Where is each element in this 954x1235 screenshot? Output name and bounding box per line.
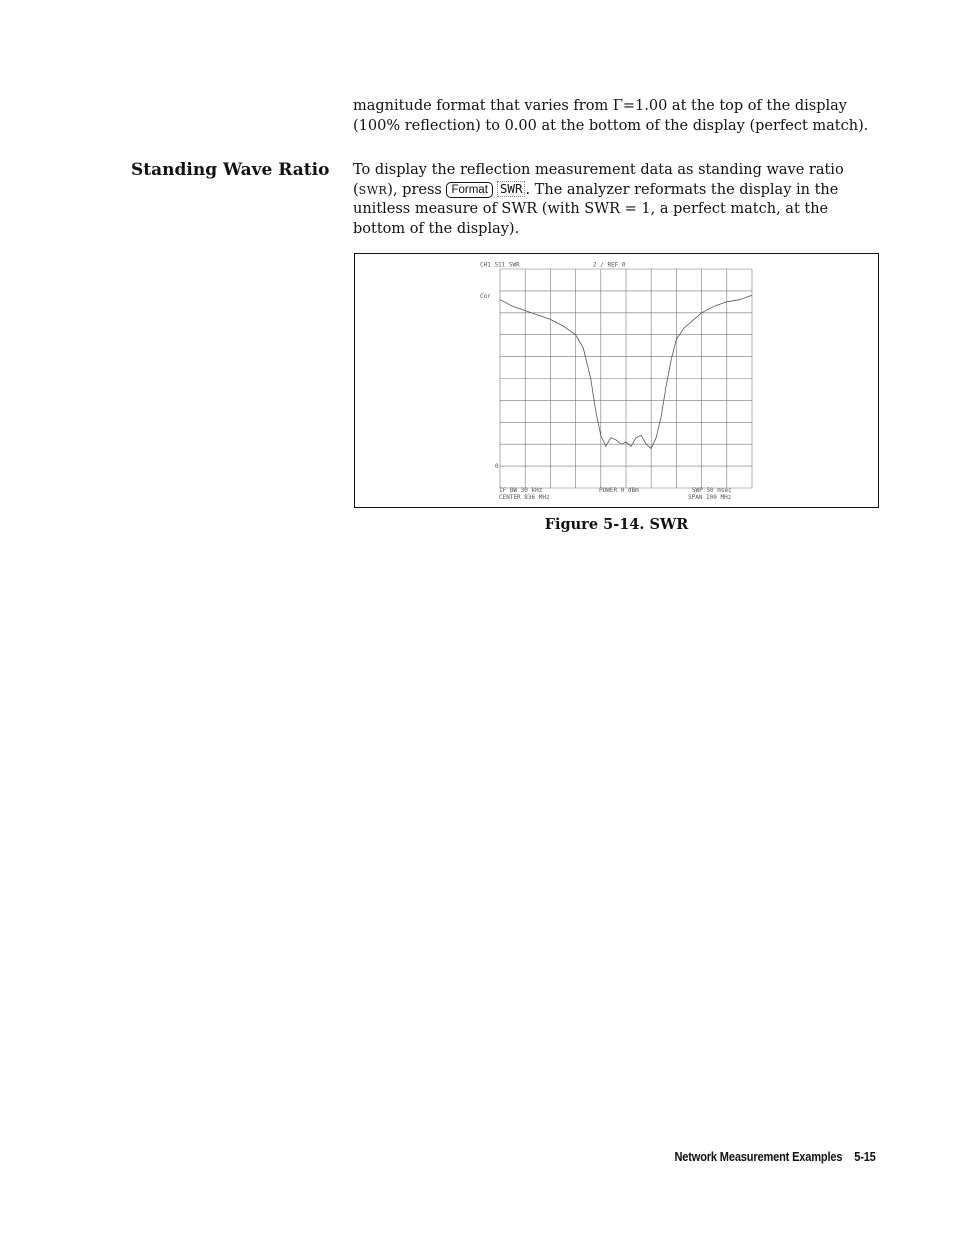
swr-text-after: . The analyzer reformats the display in the unitless measure of SWR (with SWR = 1, a perfect match, at the bottom of the display).: [353, 181, 839, 237]
figure-frame: [354, 253, 879, 508]
measurement-grid: [500, 269, 752, 488]
screen-footer-sweep: SWP 50 msec: [692, 487, 732, 494]
figure-caption: Figure 5-14. SWR: [544, 516, 689, 533]
screen-ref-marker: 0: [495, 463, 499, 470]
swr-text-before: To display the reflection measurement data as standing wave ratio (: [353, 162, 844, 198]
screen-header-right: 2 / REF 0: [593, 261, 626, 269]
swr-abbrev: SWR: [358, 183, 388, 197]
format-hardkey: Format: [446, 182, 492, 198]
screen-cor-label: Cor: [480, 293, 491, 300]
screen-footer-span: SPAN 100 MHz: [688, 494, 732, 501]
swr-softkey: SWR: [497, 181, 526, 197]
screen-footer-power: POWER 0 dBm: [599, 487, 639, 494]
intro-paragraph: magnitude format that varies from Γ=1.00 at the top of the display (100% reflection) to 0.00 at the bottom of the display (perfect match).: [353, 98, 869, 134]
section-heading: Standing Wave Ratio: [131, 160, 330, 180]
analyzer-screen: [355, 254, 878, 507]
swr-paragraph: [353, 161, 883, 239]
footer-page-number: 5-15: [854, 1149, 876, 1164]
page-footer: [675, 1149, 876, 1164]
footer-section-title: Network Measurement Examples: [674, 1149, 843, 1164]
screen-footer-center: CENTER 836 MHz: [499, 494, 550, 501]
swr-text-press: ), press: [387, 181, 447, 198]
screen-footer-ifbw: IF BW 30 kHz: [499, 487, 543, 494]
screen-header-left: CH1 S11 SWR: [480, 261, 520, 269]
